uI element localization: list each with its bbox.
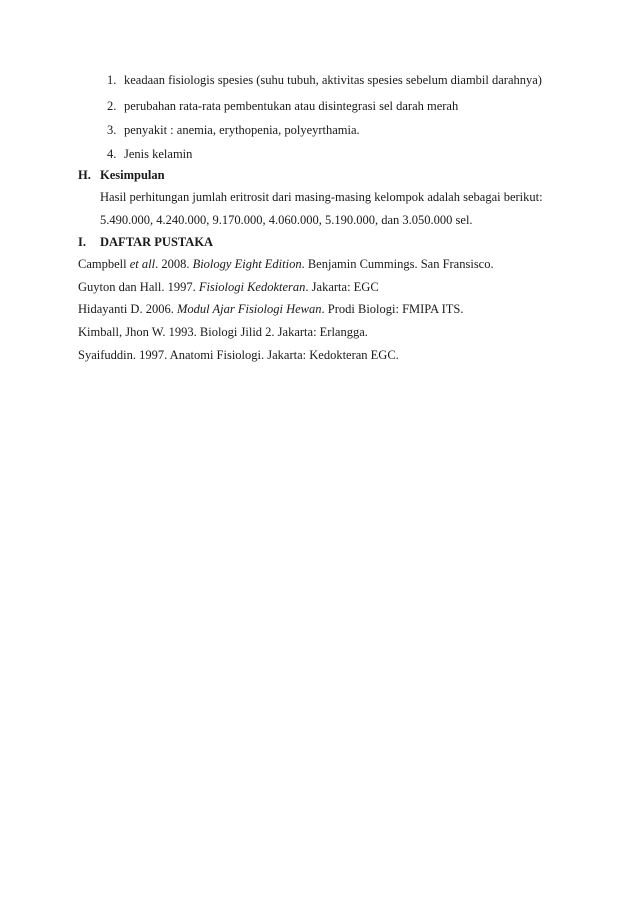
section-title: DAFTAR PUSTAKA: [100, 235, 214, 249]
reference-text: Campbell: [78, 257, 130, 271]
reference-item: [78, 324, 368, 340]
reference-italic: Biology Eight Edition: [192, 257, 302, 271]
reference-text: . Prodi Biologi: FMIPA ITS.: [321, 302, 464, 316]
reference-italic: et all: [129, 257, 156, 271]
conclusion-paragraph-line-1: Hasil perhitungan jumlah eritrosit dari masing-masing kelompok adalah sebagai berikut:: [100, 190, 543, 204]
conclusion-paragraph-line-2: 5.490.000, 4.240.000, 9.170.000, 4.060.000, 5.190.000, dan 3.050.000 sel.: [100, 213, 473, 227]
list-number: 4.: [107, 147, 117, 161]
reference-italic: Modul Ajar Fisiologi Hewan: [176, 302, 322, 316]
reference-text: . Benjamin Cummings. San Fransisco.: [301, 257, 494, 271]
reference-text: Guyton dan Hall. 1997.: [78, 280, 199, 294]
list-item: [107, 72, 542, 88]
list-text: perubahan rata-rata pembentukan atau disintegrasi sel darah merah: [124, 99, 459, 113]
reference-text: . 2008.: [155, 257, 193, 271]
reference-text: Syaifuddin. 1997. Anatomi Fisiologi. Jakarta: Kedokteran EGC.: [78, 348, 399, 362]
list-text: keadaan fisiologis spesies (suhu tubuh, aktivitas spesies sebelum diambil darahnya): [124, 73, 542, 87]
reference-text: Kimball, Jhon W. 1993. Biologi Jilid 2. Jakarta: Erlangga.: [78, 325, 368, 339]
reference-item: [78, 301, 463, 317]
list-number: 2.: [107, 99, 117, 113]
reference-text: Hidayanti D. 2006.: [78, 302, 177, 316]
list-item: [107, 98, 458, 114]
reference-italic: Fisiologi Kedokteran: [198, 280, 306, 294]
reference-item: [78, 347, 399, 363]
section-heading-i: [78, 234, 213, 250]
list-text: penyakit : anemia, erythopenia, polyeyrthamia.: [124, 123, 360, 137]
list-item: [107, 122, 360, 138]
list-number: 3.: [107, 123, 117, 137]
section-title: Kesimpulan: [100, 168, 165, 182]
list-number: 1.: [107, 73, 117, 87]
list-item: [107, 146, 192, 162]
reference-item: [78, 279, 379, 295]
section-heading-h: [78, 167, 165, 183]
list-text: Jenis kelamin: [124, 147, 193, 161]
section-letter: H.: [78, 168, 91, 182]
reference-item: [78, 256, 494, 272]
section-letter: I.: [78, 235, 86, 249]
reference-text: . Jakarta: EGC: [305, 280, 379, 294]
